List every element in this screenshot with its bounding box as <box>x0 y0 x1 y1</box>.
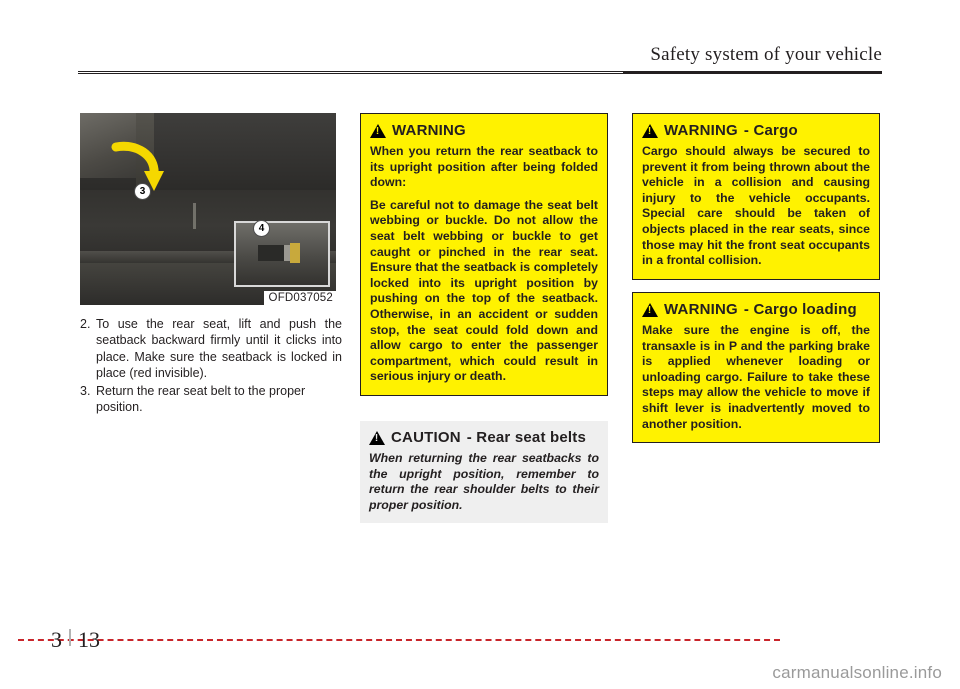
instruction-list <box>80 316 342 416</box>
footer-page-indicator <box>51 627 100 653</box>
warning-box-cargo <box>632 113 880 280</box>
header-divider-gap <box>78 72 623 73</box>
figure-code: OFD037052 <box>264 291 336 305</box>
figure-callout-4: 4 <box>253 220 270 237</box>
photo-body <box>80 113 336 305</box>
warning-box-paragraph: Make sure the engine is off, the transaxle is in P and the parking brake is applied whenever loading or unloading cargo. Failure to take these steps may allow the vehicle to move if shift lever is inadvertently moved to another position. <box>642 323 870 431</box>
footer-page-number: 13 <box>78 627 100 652</box>
photo-buckle-detail-box <box>234 221 330 287</box>
warning-box-paragraph: When you return the rear seatback to its upright position after being folded down: <box>370 144 598 190</box>
caution-box-paragraph: When returning the rear seatbacks to the upright position, remember to return the rear shoulder belts to their proper position. <box>369 451 599 512</box>
figure-rear-seat-photo <box>80 113 336 305</box>
warning-triangle-icon <box>642 124 658 138</box>
warning-box-cargo-loading <box>632 292 880 443</box>
footer-separator <box>69 629 71 646</box>
list-item-text: To use the rear seat, lift and push the seatback backward firmly until it clicks into place. Make sure the seatback is locked in place (red invisible). <box>96 317 342 381</box>
list-item-text: Return the rear seat belt to the proper position. <box>96 383 306 415</box>
page-footer <box>0 627 960 659</box>
list-item <box>80 383 342 416</box>
warning-box-title: WARNING <box>392 122 466 139</box>
footer-dashed-rule <box>18 639 780 641</box>
warning-box-paragraph: Cargo should always be secured to prevent it from being thrown about the vehicle in a collision and causing injury to the vehicle occupants. Special care should be taken of objects placed in the rear seats, since those may hit the front seat occupants in a frontal collision. <box>642 144 870 268</box>
photo-seatbelt-strap <box>193 203 196 229</box>
warning-triangle-icon <box>370 124 386 138</box>
photo-buckle-slot <box>258 245 284 261</box>
list-item-number: 2. <box>80 317 91 331</box>
warning-triangle-icon <box>642 303 658 317</box>
warning-box-header <box>642 301 870 318</box>
page-title: Safety system of your vehicle <box>650 44 882 65</box>
watermark-text: carmanualsonline.info <box>772 663 942 682</box>
warning-box-paragraph: Be careful not to damage the seat belt webbing or buckle. Do not allow the seat belt webbing or buckle to get caught or pinched in the rear seat. Ensure that the seatback is completely locked into its upright position by pushing on the top of the seatback. Otherwise, in an accident or sudden stop, the seat could fold down and allow cargo to enter the passenger compartment, which could result in serious injury or death. <box>370 197 598 384</box>
footer-chapter-number: 3 <box>51 627 62 652</box>
figure-callout-3: 3 <box>134 183 151 200</box>
warning-box-seatback <box>360 113 608 396</box>
list-item-number: 3. <box>80 383 91 398</box>
caution-box-header <box>369 429 599 446</box>
caution-triangle-icon <box>369 431 385 445</box>
warning-box-header <box>642 122 870 139</box>
warning-box-title: WARNING <box>664 301 738 318</box>
caution-box-subtitle: - Rear seat belts <box>466 429 587 446</box>
warning-box-subtitle: - Cargo loading <box>743 301 857 318</box>
warning-box-header <box>370 122 598 139</box>
list-item <box>80 316 342 382</box>
caution-box-rear-seat-belts <box>360 421 608 523</box>
warning-box-title: WARNING <box>664 122 738 139</box>
photo-buckle-tab <box>290 243 300 263</box>
caution-box-title: CAUTION <box>391 429 461 446</box>
warning-box-subtitle: - Cargo <box>743 122 798 139</box>
